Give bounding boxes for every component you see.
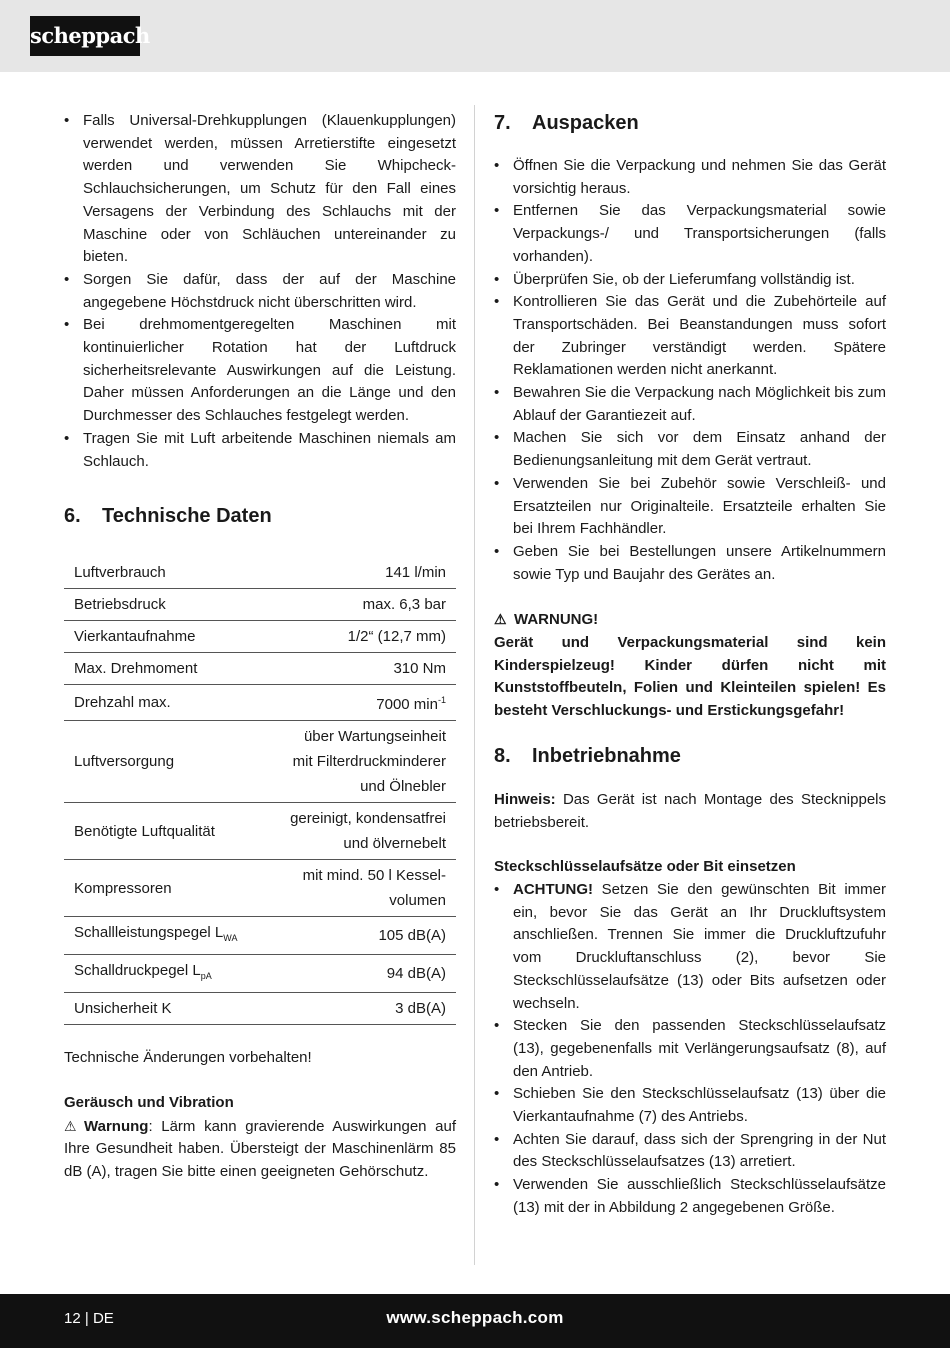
left-column — [64, 110, 456, 1184]
list-item — [494, 879, 886, 1015]
hint-paragraph — [494, 789, 886, 834]
language-code: DE — [92, 1310, 114, 1327]
spec-value-line: gereinigt, kondensatfrei — [290, 810, 446, 828]
warning-heading — [494, 608, 886, 632]
warning-triangle-icon: ⚠ — [64, 1117, 77, 1134]
spec-value: 1/2“ (12,7 mm) — [264, 621, 456, 653]
section-number: 6. — [64, 505, 81, 528]
list-item: • Überprüfen Sie, ob der Lieferumfang vollständig ist. — [494, 269, 886, 292]
table-row — [64, 589, 456, 621]
list-item: • Öffnen Sie die Verpackung und nehmen Sie das Gerät vorsichtig heraus. — [494, 155, 886, 200]
list-item: • Stecken Sie den passenden Steckschlüsselaufsatz (13), gegebenenfalls mit Verlängerungsaufsatz (8), auf den Antrieb. — [494, 1015, 886, 1083]
table-row — [64, 685, 456, 721]
spec-label: Betriebsdruck — [64, 589, 264, 621]
page-header — [0, 0, 950, 72]
warning-triangle-icon: ⚠ — [494, 611, 507, 628]
table-row — [64, 721, 456, 803]
right-column — [494, 110, 886, 1220]
table-row — [64, 557, 456, 589]
safety-bullet-list — [64, 110, 456, 473]
spec-label — [64, 955, 264, 993]
section-title: Inbetriebnahme — [532, 744, 681, 767]
spec-value — [264, 685, 456, 721]
attention-text: Setzen Sie den gewünschten Bit immer ein, bevor Sie das Gerät an Ihr Druckluftsystem anschließen. Trennen Sie immer die Druckluftzufuhr vom Druckluftanschluss (2), bevor Sie Steckschlüsselaufsätze (13) oder Bits aufsetzen oder wechseln. — [513, 880, 886, 1012]
column-divider — [474, 105, 475, 1265]
specs-table — [64, 557, 456, 1025]
spec-label: Max. Drehmoment — [64, 653, 264, 685]
table-row — [64, 917, 456, 955]
spec-label: Unsicherheit K — [64, 993, 264, 1025]
spec-label: Luftverbrauch — [64, 557, 264, 589]
hint-label: Hinweis: — [494, 790, 556, 808]
logo-text: scheppach — [30, 23, 150, 48]
spec-value: 141 l/min — [264, 557, 456, 589]
hint-text: Das Gerät ist nach Montage des Stecknippels betriebsbereit. — [494, 790, 886, 831]
attention-label: ACHTUNG! — [513, 880, 593, 898]
socket-insert-heading: Steckschlüsselaufsätze oder Bit einsetzen — [494, 858, 796, 876]
operation-bullet-list — [494, 879, 886, 1220]
website-url: www.scheppach.com — [386, 1308, 564, 1327]
spec-value-line: und Ölnebler — [360, 778, 446, 796]
spec-value-superscript: -1 — [437, 695, 446, 706]
table-row — [64, 653, 456, 685]
section-number: 8. — [494, 744, 511, 767]
spec-label: Vierkantaufnahme — [64, 621, 264, 653]
spec-value-main: 7000 min — [376, 696, 438, 714]
list-item: • Achten Sie darauf, dass sich der Sprengring in der Nut des Steckschlüsselaufsatzes (13) arretiert. — [494, 1129, 886, 1174]
spec-value: max. 6,3 bar — [264, 589, 456, 621]
section-7-heading — [494, 110, 886, 136]
spec-value: 105 dB(A) — [264, 917, 456, 955]
spec-label — [64, 917, 264, 955]
page-number-value: 12 — [64, 1310, 81, 1327]
noise-vibration-heading: Geräusch und Vibration — [64, 1093, 234, 1111]
spec-label-subscript: WA — [223, 933, 238, 944]
spec-value: 94 dB(A) — [264, 955, 456, 993]
noise-warning-paragraph — [64, 1115, 456, 1184]
spec-label: Benötigte Luftqualität — [64, 803, 264, 860]
section-title: Technische Daten — [102, 505, 272, 528]
section-title: Auspacken — [532, 112, 639, 134]
list-item: • Geben Sie bei Bestellungen unsere Artikelnummern sowie Typ und Baujahr des Gerätes an. — [494, 541, 886, 586]
spec-label: Kompressoren — [64, 860, 264, 917]
spec-value-line: mit Filterdruckminderer — [292, 753, 446, 771]
scheppach-logo — [30, 16, 150, 56]
spec-value — [264, 860, 456, 917]
noise-warning-text: : Lärm kann gravierende Auswirkungen auf Ihre Gesundheit haben. Übersteigt der Maschinenlärm 85 dB (A), tragen Sie bitte einen geeigneten Gehörschutz. — [64, 1117, 456, 1181]
spec-value: 3 dB(A) — [264, 993, 456, 1025]
spec-value-line: über Wartungseinheit — [303, 728, 446, 746]
list-item: • Schieben Sie den Steckschlüsselaufsatz (13) über die Vierkantaufnahme (7) des Antriebs. — [494, 1083, 886, 1128]
spec-label-main: Schallleistungspegel L — [74, 924, 224, 942]
spec-value-line: volumen — [389, 892, 446, 910]
spec-value-line: und ölvernebelt — [343, 835, 446, 853]
spec-label-subscript: pA — [200, 971, 212, 982]
list-item: • Kontrollieren Sie das Gerät und die Zubehörteile auf Transportschäden. Bei Beanstandungen muss sofort der Zubringer verständigt werden. Spätere Reklamationen werden nicht anerkannt. — [494, 291, 886, 382]
list-item: • Falls Universal-Drehkupplungen (Klauenkupplungen) verwendet werden, müssen Arretierstifte eingesetzt werden und verwenden Sie Whipcheck-Schlauchsicherungen, um Schutz für den Fall eines Versagens der Verbindung des Schlauchs mit der Maschine oder von Schläuchen untereinander zu bieten. — [64, 110, 456, 269]
spec-value — [264, 721, 456, 803]
list-item: • Verwenden Sie ausschließlich Steckschlüsselaufsätze (13) mit der in Abbildung 2 angegebenen Größe. — [494, 1174, 886, 1219]
list-item: • Bewahren Sie die Verpackung nach Möglichkeit bis zum Ablauf der Garantiezeit auf. — [494, 382, 886, 427]
table-row — [64, 803, 456, 860]
spec-label: Luftversorgung — [64, 721, 264, 803]
table-row — [64, 993, 456, 1025]
warning-text: Gerät und Verpackungsmaterial sind kein Kinderspielzeug! Kinder dürfen nicht mit Kunststoffbeuteln, Folien und Kleinteilen spielen! Es besteht Verschluckungs- und Erstickungsgefahr! — [494, 634, 886, 720]
table-row — [64, 621, 456, 653]
page-footer — [0, 1294, 950, 1348]
spec-label-main: Schalldruckpegel L — [74, 962, 201, 980]
list-item: • Entfernen Sie das Verpackungsmaterial sowie Verpackungs-/ und Transportsicherungen (falls vorhanden). — [494, 200, 886, 268]
section-6-heading — [64, 503, 456, 529]
spec-value: 310 Nm — [264, 653, 456, 685]
section-8-heading — [494, 743, 886, 769]
noise-warning-label: Warnung — [84, 1117, 149, 1135]
spec-label: Drehzahl max. — [64, 685, 264, 721]
spec-value-line: mit mind. 50 l Kessel- — [302, 867, 446, 885]
list-item: • Tragen Sie mit Luft arbeitende Maschinen niemals am Schlauch. — [64, 428, 456, 473]
list-item: • Verwenden Sie bei Zubehör sowie Verschleiß- und Ersatzteilen nur Originalteile. Ersatzteile erhalten Sie bei Ihrem Fachhändler. — [494, 473, 886, 541]
list-item: • Machen Sie sich vor dem Einsatz anhand der Bedienungsanleitung mit dem Gerät vertraut. — [494, 427, 886, 472]
section-number: 7. — [494, 112, 511, 134]
table-row — [64, 860, 456, 917]
table-row — [64, 955, 456, 993]
page-separator: | — [84, 1310, 89, 1327]
spec-value — [264, 803, 456, 860]
list-item: • Bei drehmomentgeregelten Maschinen mit kontinuierlicher Rotation hat der Luftdruck sicherheitsrelevante Auswirkungen auf die Leistung. Daher müssen Anforderungen an die Länge und den Durchmesser des Schlauches festgelegt werden. — [64, 314, 456, 428]
technical-changes-note: Technische Änderungen vorbehalten! — [64, 1049, 312, 1067]
unpacking-bullet-list — [494, 155, 886, 586]
warning-label: WARNUNG! — [514, 611, 599, 629]
list-item: • Sorgen Sie dafür, dass der auf der Maschine angegebene Höchstdruck nicht überschritten wird. — [64, 269, 456, 314]
